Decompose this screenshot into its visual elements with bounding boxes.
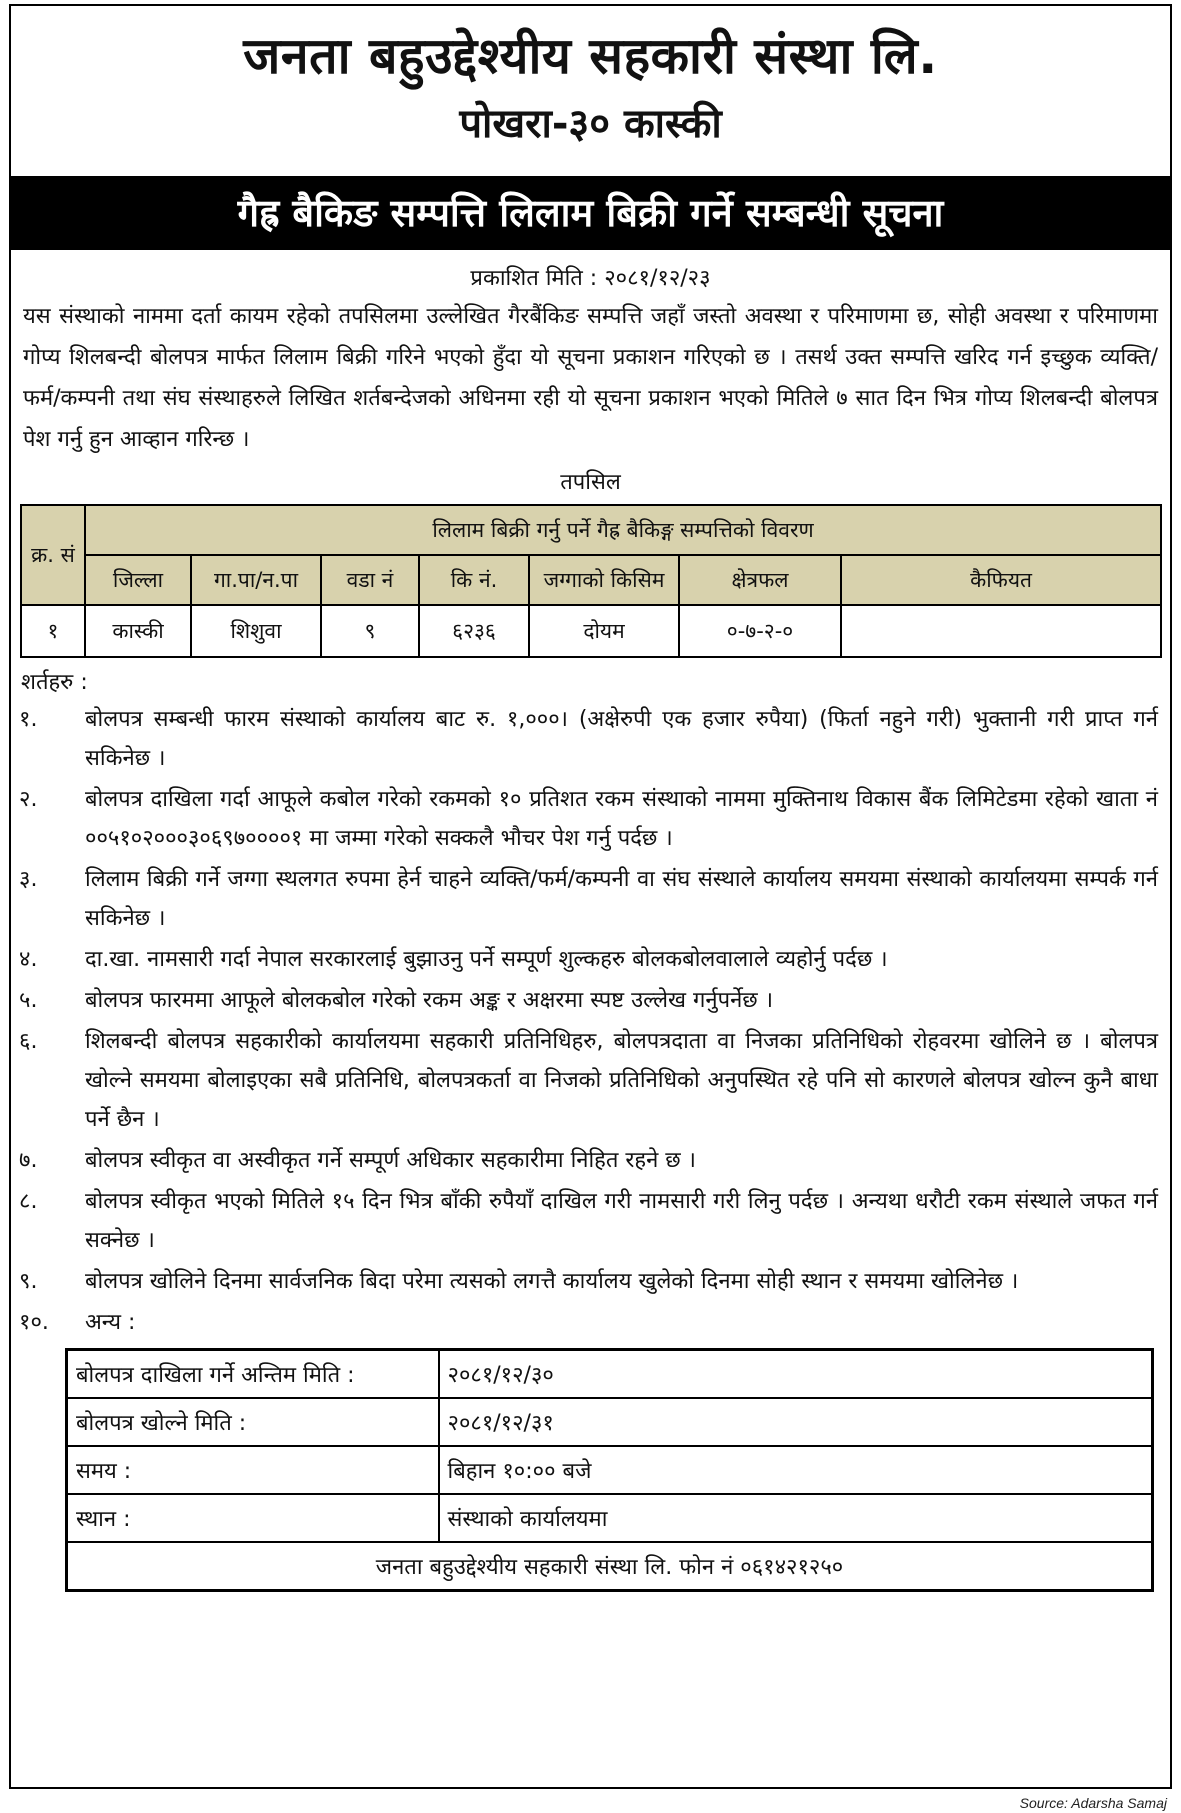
condition-number: ९. [19,1269,38,1294]
table-cell: दोयम [529,605,679,657]
dates-table [65,1348,1154,1592]
date-label: समय : [67,1446,439,1494]
organization-name: जनता बहुउद्देश्यीय सहकारी संस्था लि. [243,27,938,85]
table-cell: ६२३६ [419,605,529,657]
column-header: वडा नं [321,555,419,605]
condition-number: २. [19,787,38,812]
published-date: प्रकाशित मिति : २०८१/१२/२३ [470,266,711,291]
condition-item [19,780,1158,858]
condition-item [19,1182,1158,1260]
condition-item [19,981,1158,1020]
date-label: स्थान : [67,1494,439,1542]
asset-table [20,504,1162,658]
table-row [21,605,1161,657]
contact-footer: जनता बहुउद्देश्यीय सहकारी संस्था लि. फोन नं ०६१४२१२५० [67,1542,1153,1591]
condition-text: बोलपत्र दाखिला गर्दा आफूले कबोल गरेको रकमको १० प्रतिशत रकम संस्थाको नाममा मुक्तिनाथ विकास बैंक लिमिटेडमा रहेको खाता नं ००५१०२०००३०६९७००००१ मा जम्मा गरेको सक्कलै भौचर पेश गर्नु पर्दछ । [85,787,1158,851]
organization-address: पोखरा-३० कास्की [459,101,722,147]
notice-title-banner: गैह्र बैकिङ सम्पत्ति लिलाम बिक्री गर्ने सम्बन्धी सूचना [11,176,1170,250]
sn-header: क्र. सं [21,505,85,605]
condition-text: दा.खा. नामसारी गर्दा नेपाल सरकारलाई बुझाउनु पर्ने सम्पूर्ण शुल्कहरु बोलकबोलवालाले व्यहोर्नु पर्दछ । [85,947,888,972]
table-cell: ९ [321,605,419,657]
condition-item [19,860,1158,938]
condition-number: ४. [19,947,38,972]
condition-text: बोलपत्र खोलिने दिनमा सार्वजनिक बिदा परेमा त्यसको लगत्तै कार्यालय खुलेको दिनमा सोही स्थान र समयमा खोलिनेछ । [85,1269,1019,1294]
table-cell: १ [21,605,85,657]
condition-number: ८. [19,1189,38,1214]
condition-number: १. [19,707,38,732]
condition-text: बोलपत्र फारममा आफूले बोलकबोल गरेको रकम अङ्क र अक्षरमा स्पष्ट उल्लेख गर्नुपर्नेछ । [85,988,774,1013]
condition-number: ७. [19,1148,38,1173]
column-header: क्षेत्रफल [679,555,841,605]
column-header: गा.पा/न.पा [191,555,321,605]
column-header: जिल्ला [85,555,191,605]
condition-text: बोलपत्र स्वीकृत वा अस्वीकृत गर्ने सम्पूर्ण अधिकार सहकारीमा निहित रहने छ । [85,1148,697,1173]
condition-text: शिलबन्दी बोलपत्र सहकारीको कार्यालयमा सहकारी प्रतिनिधिहरु, बोलपत्रदाता वा निजका प्रतिनिधिको रोहवरमा खोलिने छ । बोलपत्र खोल्ने समयमा बोलाइएका सबै प्रतिनिधि, बोलपत्रकर्ता वा निजको प्रतिनिधिको अनुपस्थित रहे पनि सो कारणले बोलपत्र खोल्न कुनै बाधा पर्ने छैन । [85,1029,1158,1132]
condition-item [19,940,1158,979]
date-value: बिहान १०:०० बजे [439,1446,1153,1494]
condition-item [19,700,1158,778]
table-row [67,1446,1153,1494]
date-label: बोलपत्र दाखिला गर्ने अन्तिम मिति : [67,1350,439,1399]
condition-item [19,1303,1158,1342]
table-cell: शिशुवा [191,605,321,657]
date-label: बोलपत्र खोल्ने मिति : [67,1398,439,1446]
asset-group-header: लिलाम बिक्री गर्नु पर्ने गैह्र बैकिङ्ग सम्पत्तिको विवरण [85,505,1161,555]
condition-number: ३. [19,867,38,892]
intro-paragraph: यस संस्थाको नाममा दर्ता कायम रहेको तपसिलमा उल्लेखित गैरबैंकिङ सम्पत्ति जहाँ जस्तो अवस्था र परिमाणमा छ, सोही अवस्था र परिमाणमा गोप्य शिलबन्दी बोलपत्र मार्फत लिलाम बिक्री गरिने भएको हुँदा यो सूचना प्रकाशन गरिएको छ । तसर्थ उक्त सम्पत्ति खरिद गर्न इच्छुक व्यक्ति/फर्म/कम्पनी तथा संघ संस्थाहरुले लिखित शर्तबन्देजको अधिनमा रही यो सूचना प्रकाशन भएको मितिले ७ सात दिन भित्र गोप्य शिलबन्दी बोलपत्र पेश गर्नु हुन आव्हान गरिन्छ । [23,304,1158,452]
condition-item [19,1022,1158,1139]
condition-item [19,1141,1158,1180]
table-row [67,1398,1153,1446]
table-row [67,1542,1153,1591]
condition-number: १०. [19,1310,49,1335]
table-row [67,1494,1153,1542]
condition-number: ५. [19,988,38,1013]
table-row [67,1350,1153,1399]
schedule-title: तपसिल [560,470,621,495]
table-cell: कास्की [85,605,191,657]
condition-text: बोलपत्र सम्बन्धी फारम संस्थाको कार्यालय बाट रु. १,०००। (अक्षेरुपी एक हजार रुपैया) (फिर्ता नहुने गरी) भुक्तानी गरी प्राप्त गर्न सकिनेछ । [85,707,1158,771]
condition-text: लिलाम बिक्री गर्ने जग्गा स्थलगत रुपमा हेर्न चाहने व्यक्ति/फर्म/कम्पनी वा संघ संस्थाले कार्यालय समयमा संस्थाको कार्यालयमा सम्पर्क गर्न सकिनेछ । [85,867,1158,931]
date-value: २०८१/१२/३० [439,1350,1153,1399]
condition-item [19,1262,1158,1301]
column-header: कैफियत [841,555,1161,605]
notice-document [9,4,1172,1789]
column-header: जग्गाको किसिम [529,555,679,605]
date-value: संस्थाको कार्यालयमा [439,1494,1153,1542]
column-header: कि नं. [419,555,529,605]
condition-number: ६. [19,1029,38,1054]
source-credit: Source: Adarsha Samaj [1019,1795,1167,1811]
table-cell: ०-७-२-० [679,605,841,657]
condition-text: बोलपत्र स्वीकृत भएको मितिले १५ दिन भित्र बाँकी रुपैयाँ दाखिल गरी नामसारी गरी लिनु पर्दछ । अन्यथा धरौटी रकम संस्थाले जफत गर्न सक्नेछ । [85,1189,1158,1253]
table-cell [841,605,1161,657]
date-value: २०८१/१२/३१ [439,1398,1153,1446]
conditions-title: शर्तहरु : [21,670,88,695]
condition-text: अन्य : [85,1310,136,1335]
